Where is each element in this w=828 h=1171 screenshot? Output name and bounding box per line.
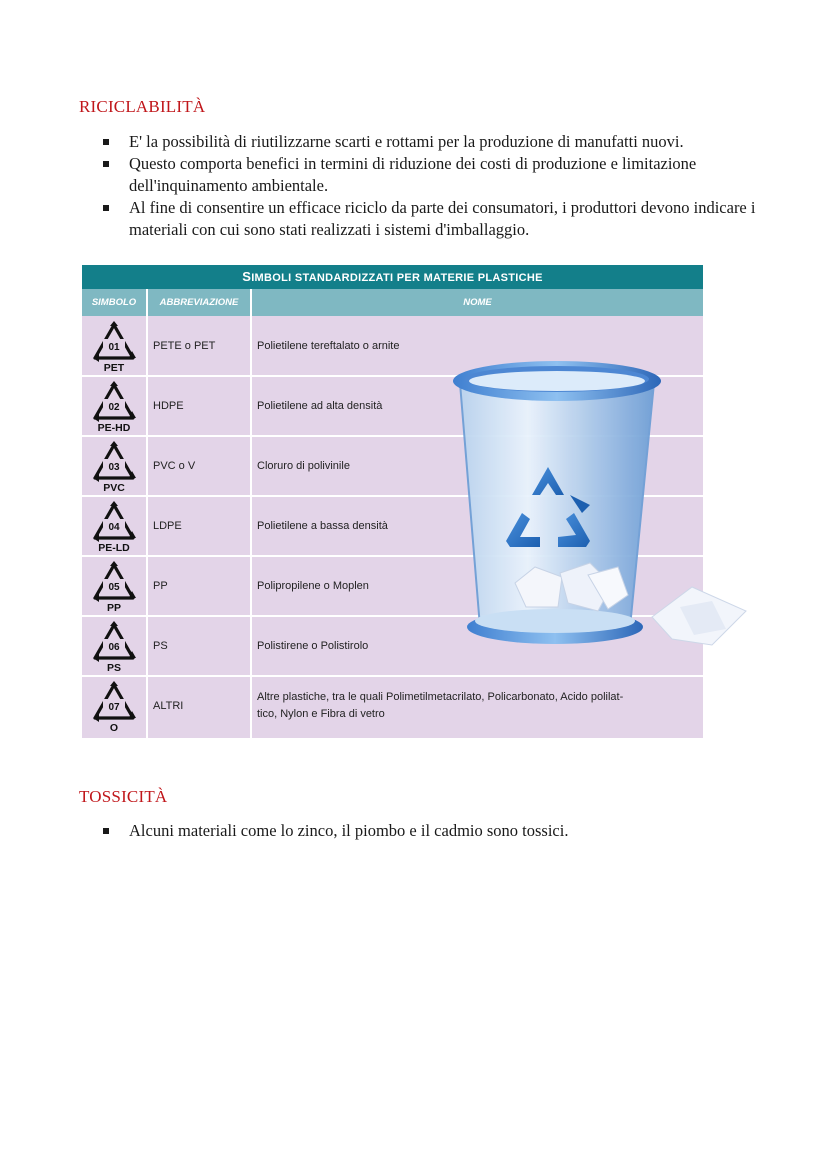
cell-nome: Polipropilene o Moplen [257,580,369,592]
list-item [79,131,769,153]
resin-code-label: O [109,722,119,734]
resin-code-label: PET [103,362,125,374]
resin-code-icon [88,320,140,374]
resin-code-icon [88,560,140,614]
table-row [82,676,703,736]
cell-nome: Polietilene ad alta densità [257,400,383,412]
recycle-bin-icon [440,345,760,665]
bullet-text: Questo comporta benefici in termini di riduzione dei costi di produzione e limitazione dell'inquinamento ambientale. [129,154,697,195]
resin-code-number: 01 [108,342,120,353]
cell-abbreviazione: PS [153,640,168,652]
resin-code-icon [88,680,140,734]
bullet-text: Alcuni materiali come lo zinco, il piombo e il cadmio sono tossici. [129,821,569,840]
resin-code-icon [88,620,140,674]
resin-code-number: 06 [108,642,120,653]
cell-nome-line: Altre plastiche, tra le quali Polimetilmetacrilato, Policarbonato, Acido polilat- [257,691,624,703]
list-item [79,197,769,241]
table-header [82,289,703,316]
bullet-text: E' la possibilità di riutilizzarne scarti e rottami per la produzione di manufatti nuovi. [129,132,684,151]
cell-nome [257,689,697,723]
resin-code-label: PE-LD [98,542,130,554]
resin-code-label: PS [106,662,122,674]
list-item [79,820,769,842]
resin-code-number: 04 [108,522,120,533]
cell-nome: Polietilene tereftalato o arnite [257,340,400,352]
tossicita-list [79,820,769,842]
riciclabilita-list [79,131,769,241]
cell-nome: Polietilene a bassa densità [257,520,388,532]
cell-abbreviazione: PETE o PET [153,340,216,352]
cell-abbreviazione: LDPE [153,520,182,532]
section-title-tossicita: TOSSICITÀ [79,787,168,806]
resin-code-icon [88,380,140,434]
resin-code-label: PP [106,602,122,614]
cell-nome: Cloruro di polivinile [257,460,350,472]
header-abbreviazione: ABBREVIAZIONE [159,297,239,308]
list-item [79,153,769,197]
table-title: SIMBOLI STANDARDIZZATI PER MATERIE PLASTICHE [82,265,703,289]
resin-code-icon [88,500,140,554]
header-nome: NOME [463,297,492,308]
cell-nome-line: tico, Nylon e Fibra di vetro [257,708,385,720]
resin-code-label: PE-HD [97,422,131,434]
resin-code-number: 05 [108,582,120,593]
resin-code-number: 02 [108,402,120,413]
section-title-riciclabilita: RICICLABILITÀ [79,97,206,116]
resin-code-number: 07 [108,702,120,713]
resin-code-number: 03 [108,462,120,473]
cell-abbreviazione: ALTRI [153,700,184,712]
cell-abbreviazione: PP [153,580,168,592]
cell-abbreviazione: HDPE [153,400,184,412]
resin-code-icon [88,440,140,494]
cell-nome: Polistirene o Polistirolo [257,640,369,652]
resin-code-label: PVC [103,482,125,494]
header-simbolo: SIMBOLO [91,297,137,308]
cell-abbreviazione: PVC o V [153,460,196,472]
bullet-text: Al fine di consentire un efficace riciclo da parte dei consumatori, i produttori devono indicare i materiali con cui sono stati realizzati i sistemi d'imballaggio. [129,198,756,239]
